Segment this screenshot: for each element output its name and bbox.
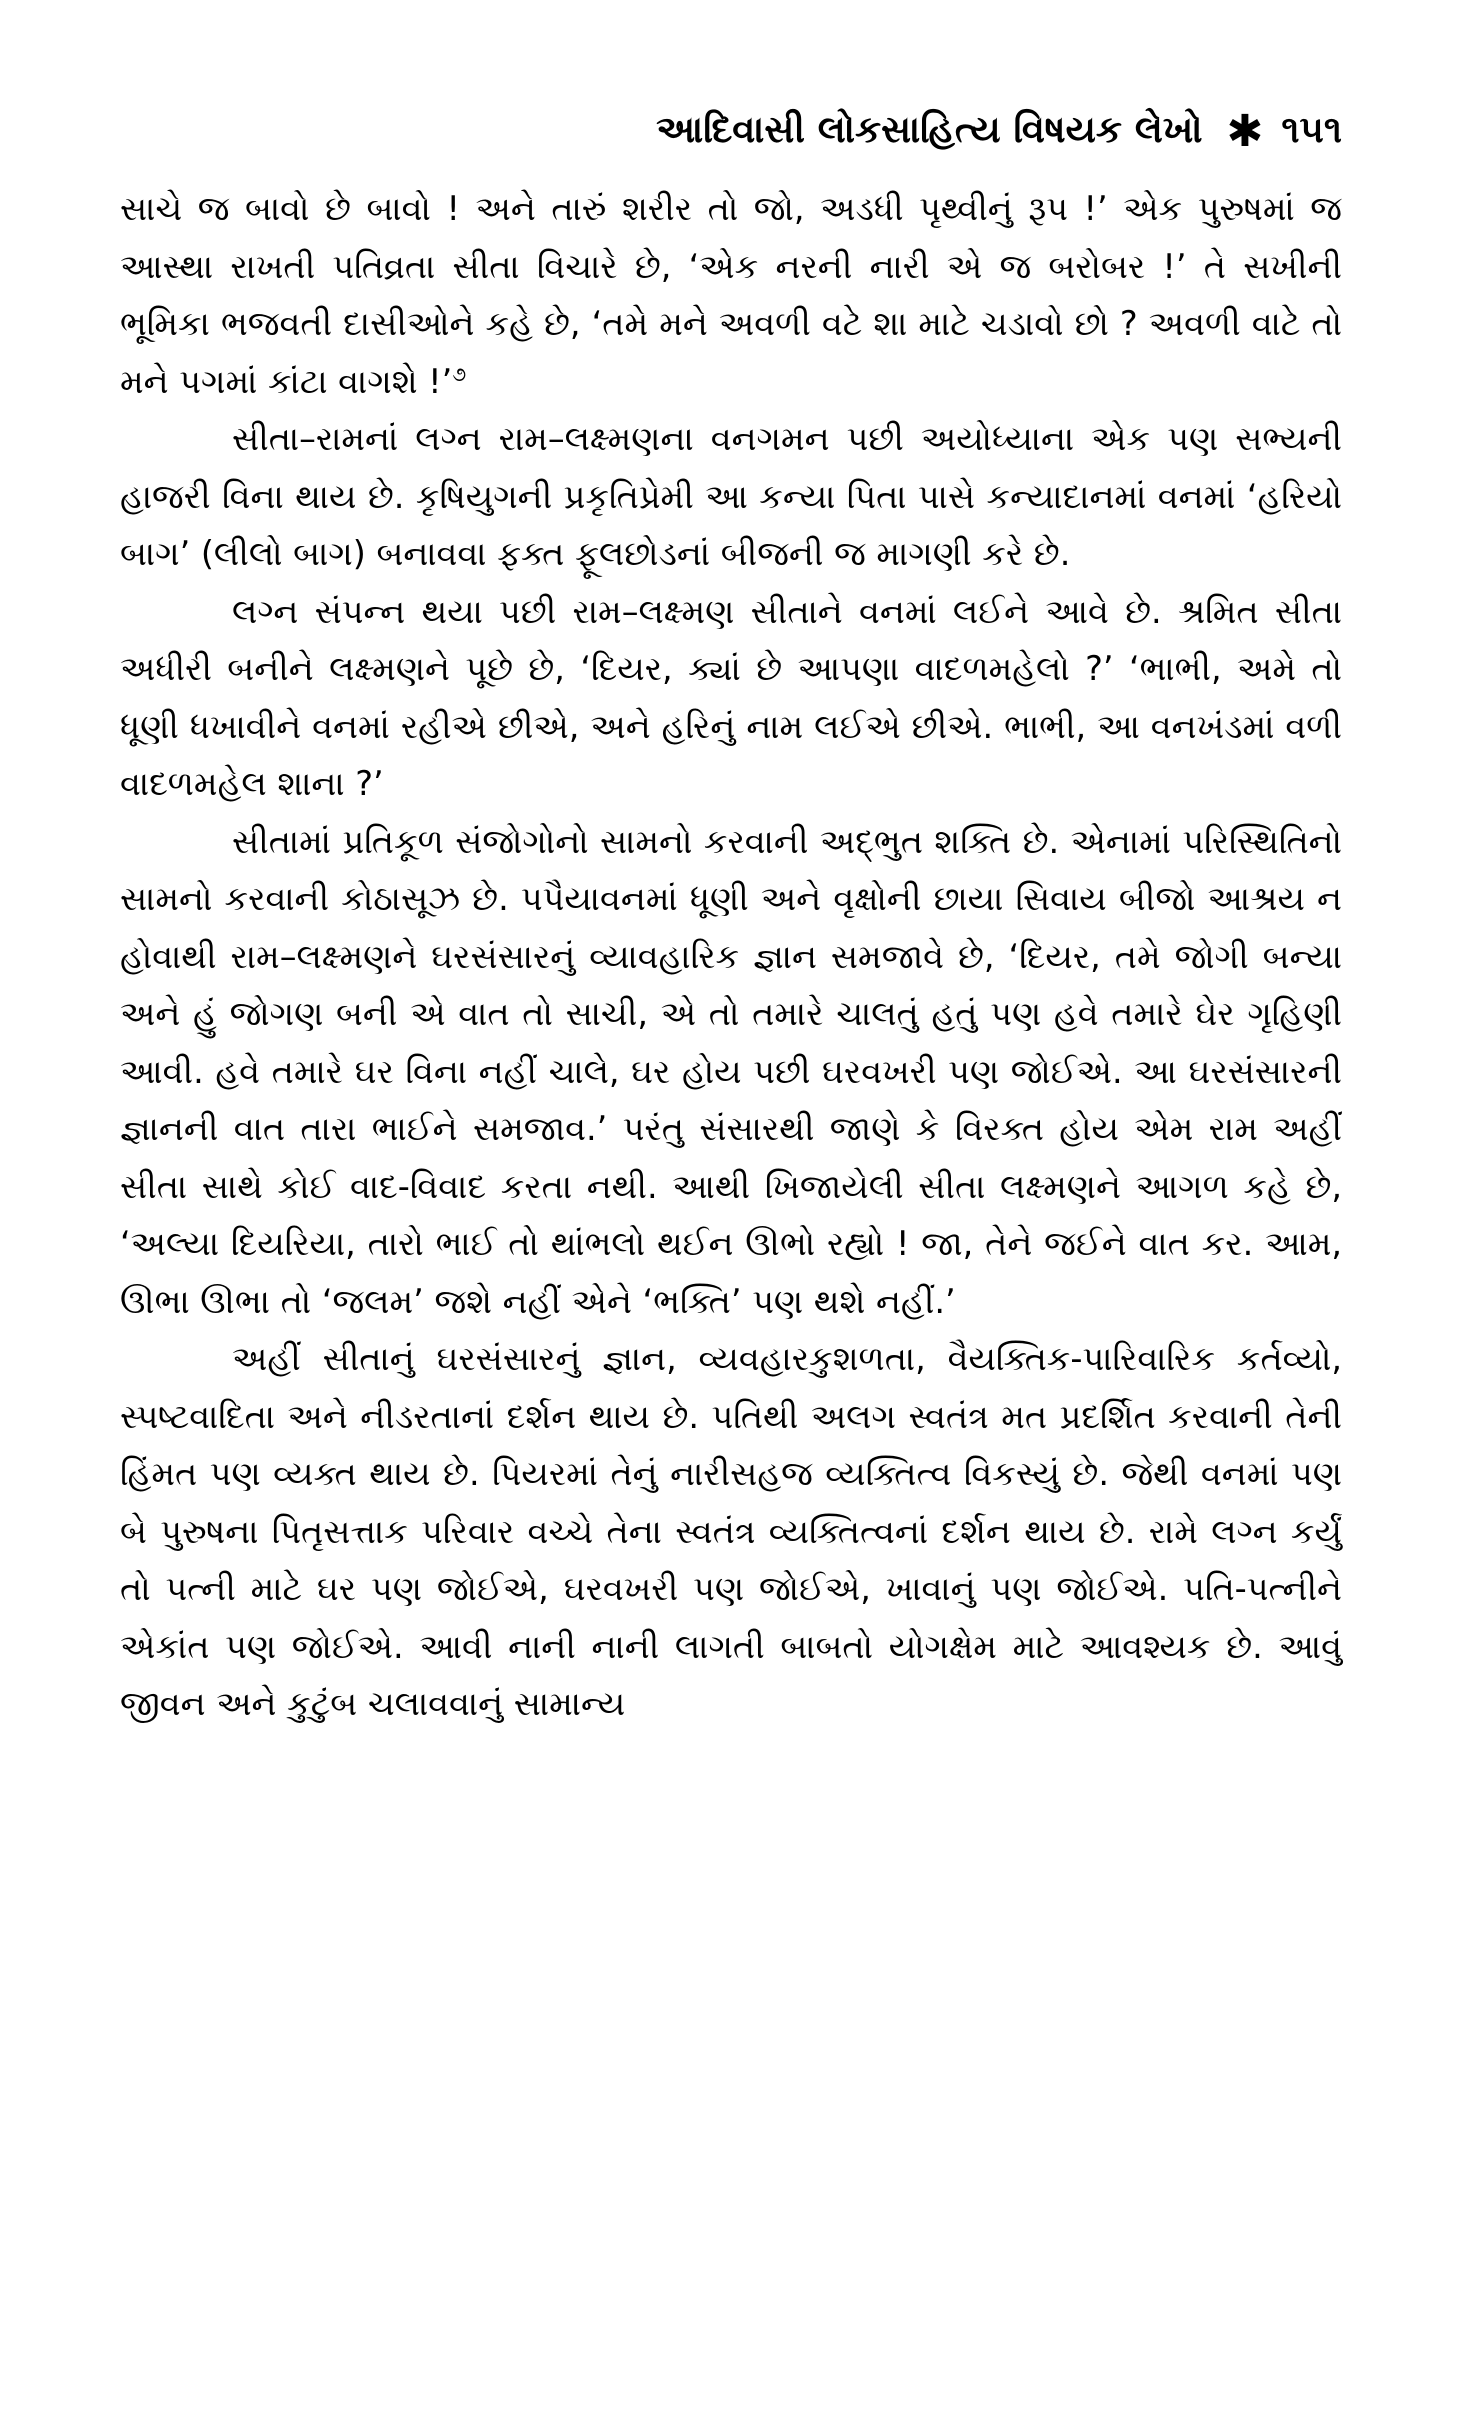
footnote-marker: ૭ — [452, 361, 467, 386]
body-text — [120, 180, 1342, 1733]
separator-asterisk-icon: ✱ — [1226, 106, 1264, 157]
running-title: આદિવાસી લોકસાહિત્ય વિષયક લેખો — [656, 108, 1203, 151]
paragraph-2: સીતા–રામનાં લગ્ન રામ–લક્ષ્મણના વનગમન પછી અયોધ્યાના એક પણ સભ્યની હાજરી વિના થાય છે. કૃષિયુગની પ્રકૃતિપ્રેમી આ કન્યા પિતા પાસે કન્યાદાનમાં વનમાં ‘હરિયો બાગ’ (લીલો બાગ) બનાવવા ફક્ત ફૂલછોડનાં બીજની જ માગણી કરે છે. — [120, 419, 1342, 573]
paragraph-1 — [120, 180, 1342, 410]
book-page — [120, 106, 1342, 1733]
paragraph-4: સીતામાં પ્રતિકૂળ સંજોગોનો સામનો કરવાની અદ્ભુત શક્તિ છે. એનામાં પરિસ્થિતિનો સામનો કરવાની કોઠાસૂઝ છે. પપૈયાવનમાં ધૂણી અને વૃક્ષોની છાયા સિવાય બીજો આશ્રય ન હોવાથી રામ–લક્ષ્મણને ઘરસંસારનું વ્યાવહારિક જ્ઞાન સમજાવે છે, ‘દિયર, તમે જોગી બન્યા અને હું જોગણ બની એ વાત તો સાચી, એ તો તમારે ચાલતું હતું પણ હવે તમારે ઘેર ગૃહિણી આવી. હવે તમારે ઘર વિના નહીં ચાલે, ઘર હોય પછી ઘરવખરી પણ જોઈએ. આ ઘરસંસારની જ્ઞાનની વાત તારા ભાઈને સમજાવ.’ પરંતુ સંસારથી જાણે કે વિરક્ત હોય એમ રામ અહીં સીતા સાથે કોઈ વાદ-વિવાદ કરતા નથી. આથી ખિજાયેલી સીતા લક્ષ્મણને આગળ કહે છે, ‘અલ્યા દિયરિયા, તારો ભાઈ તો થાંભલો થઈન ઊભો રહ્યો ! જા, તેને જઈને વાત કર. આમ, ઊભા ઊભા તો ‘જલમ’ જશે નહીં એને ‘ભક્તિ’ પણ થશે નહીં.’ — [120, 821, 1342, 1321]
page-number: ૧૫૧ — [1281, 108, 1342, 151]
paragraph-5: અહીં સીતાનું ઘરસંસારનું જ્ઞાન, વ્યવહારકુશળતા, વૈયક્તિક-પારિવારિક કર્તવ્યો, સ્પષ્ટવાદિતા અને નીડરતાનાં દર્શન થાય છે. પતિથી અલગ સ્વતંત્ર મત પ્રદર્શિત કરવાની તેની હિંમત પણ વ્યક્ત થાય છે. પિયરમાં તેનું નારીસહજ વ્યક્તિત્વ વિકસ્યું છે. જેથી વનમાં પણ બે પુરુષના પિતૃસત્તાક પરિવાર વચ્ચે તેના સ્વતંત્ર વ્યક્તિત્વનાં દર્શન થાય છે. રામે લગ્ન કર્યું તો પત્ની માટે ઘર પણ જોઈએ, ઘરવખરી પણ જોઈએ, ખાવાનું પણ જોઈએ. પતિ-પત્નીને એકાંત પણ જોઈએ. આવી નાની નાની લાગતી બાબતો યોગક્ષેમ માટે આવશ્યક છે. આવું જીવન અને કુટુંબ ચલાવવાનું સામાન્ય — [120, 1339, 1342, 1723]
paragraph-3: લગ્ન સંપન્ન થયા પછી રામ–લક્ષ્મણ સીતાને વનમાં લઈને આવે છે. શ્રમિત સીતા અધીરી બનીને લક્ષ્મણને પૂછે છે, ‘દિયર, ક્યાં છે આપણા વાદળમહેલો ?’ ‘ભાભી, અમે તો ધૂણી ધખાવીને વનમાં રહીએ છીએ, અને હરિનું નામ લઈએ છીએ. ભાભી, આ વનખંડમાં વળી વાદળમહેલ શાના ?’ — [120, 591, 1342, 803]
paragraph-1-text: સાચે જ બાવો છે બાવો ! અને તારું શરીર તો જો, અડધી પૃથ્વીનું રૂપ !’ એક પુરુષમાં જ આસ્થા રાખતી પતિવ્રતા સીતા વિચારે છે, ‘એક નરની નારી એ જ બરોબર !’ તે સખીની ભૂમિકા ભજવતી દાસીઓને કહે છે, ‘તમે મને અવળી વટે શા માટે ચડાવો છો ? અવળી વાટે તો મને પગમાં કાંટા વાગશે !’ — [120, 189, 1342, 401]
running-header — [120, 106, 1342, 157]
